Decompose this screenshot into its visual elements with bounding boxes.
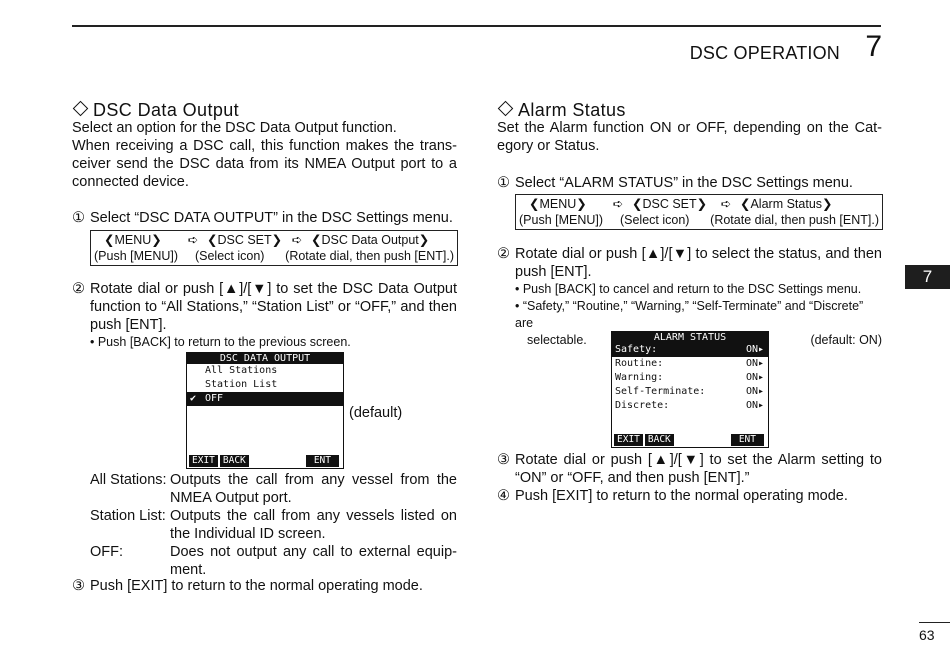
left-column xyxy=(72,101,457,191)
lcd-item-off[interactable] xyxy=(187,392,343,406)
lcd-item-station-list[interactable]: Station List xyxy=(205,379,278,390)
definition-term: OFF: xyxy=(90,544,124,560)
definition-term: Station List: xyxy=(90,508,166,524)
header-rule xyxy=(72,25,881,27)
lcd-item-all-stations[interactable]: All Stations xyxy=(205,365,278,376)
path-push-menu: (Push [MENU]) xyxy=(94,249,179,263)
lcd-row-routine[interactable]: Routine: ON▸ xyxy=(615,358,764,369)
left-step-3 xyxy=(72,577,457,595)
step-number: ③ xyxy=(72,578,85,594)
check-icon: ✔ xyxy=(190,393,197,404)
step-text: Select “ALARM STATUS” in the DSC Settings menu. xyxy=(515,175,853,191)
definitions-list xyxy=(90,471,457,579)
left-step-1 xyxy=(72,209,457,227)
diamond-icon xyxy=(498,101,514,117)
intro-text: Select an option for the DSC Data Output function. xyxy=(72,120,397,136)
step-note: • Push [BACK] to cancel and return to the DSC Settings menu. xyxy=(515,282,862,296)
path-rotate: (Rotate dial, then push [ENT].) xyxy=(285,249,454,263)
menu-path-box xyxy=(515,194,883,230)
step-number: ② xyxy=(497,246,510,262)
step-number: ④ xyxy=(497,488,510,504)
step-note: • “Safety,” “Routine,” “Warning,” “Self-Terminate” and “Discrete” are xyxy=(515,299,864,330)
path-menu: ❮MENU❯ xyxy=(104,233,162,247)
definition-text: Does not output any call to external equip-ment. xyxy=(170,544,457,578)
section-heading-alarm-status: Alarm Status xyxy=(497,101,882,119)
page-number: 63 xyxy=(919,627,935,643)
path-dsc-set: ❮DSC SET❯ xyxy=(207,233,283,247)
right-step-3 xyxy=(497,451,882,505)
default-value: (default: ON) xyxy=(810,333,882,347)
section-heading-dsc-data-output: DSC Data Output xyxy=(72,101,457,119)
left-step-2 xyxy=(72,280,457,351)
lcd-alarm-status xyxy=(611,331,769,448)
path-dsc-set: ❮DSC SET❯ xyxy=(632,197,708,211)
definition-row xyxy=(90,471,457,507)
intro-text: Set the Alarm function ON or OFF, depending on the Cat-egory or Status. xyxy=(497,120,882,154)
definition-term: All Stations: xyxy=(90,472,167,488)
path-arrow-icon: ➪ xyxy=(187,233,199,247)
softkey-ent[interactable]: ENT xyxy=(731,434,764,446)
softkey-exit[interactable]: EXIT xyxy=(614,434,643,446)
step-text: Push [EXIT] to return to the normal operating mode. xyxy=(90,578,423,594)
lcd-row-self-terminate[interactable]: Self-Terminate: ON▸ xyxy=(615,386,764,397)
path-arrow-icon: ➪ xyxy=(612,197,624,211)
path-arrow-icon: ➪ xyxy=(720,197,732,211)
step-text: Push [EXIT] to return to the normal operating mode. xyxy=(515,488,848,504)
softkey-back[interactable]: BACK xyxy=(645,434,674,446)
chapter-side-tab: 7 xyxy=(905,265,950,289)
chapter-number: 7 xyxy=(865,30,882,63)
definition-row xyxy=(90,543,457,579)
step-number: ③ xyxy=(497,452,510,468)
path-target: ❮Alarm Status❯ xyxy=(740,197,833,211)
step-text: Select “DSC DATA OUTPUT” in the DSC Settings menu. xyxy=(90,210,453,226)
softkey-exit[interactable]: EXIT xyxy=(189,455,218,467)
right-column xyxy=(497,101,882,155)
page-number-rule xyxy=(919,622,950,623)
lcd-row-warning[interactable]: Warning: ON▸ xyxy=(615,372,764,383)
lcd-row-safety[interactable]: Safety: ON▸ xyxy=(612,343,768,357)
path-push-menu: (Push [MENU]) xyxy=(519,213,604,227)
path-rotate: (Rotate dial, then push [ENT].) xyxy=(710,213,879,227)
lcd-item-label: OFF xyxy=(205,393,224,404)
path-select-icon: (Select icon) xyxy=(619,213,690,227)
menu-path-box xyxy=(90,230,458,266)
intro-text-2: When receiving a DSC call, this function makes the trans-ceiver send the DSC data from its NMEA Output port to a connected device. xyxy=(72,138,457,190)
path-select-icon: (Select icon) xyxy=(194,249,265,263)
step-note: • Push [BACK] to return to the previous screen. xyxy=(90,335,351,349)
chapter-title: DSC OPERATION xyxy=(689,43,840,63)
step-note: selectable. (default: ON) xyxy=(527,333,882,347)
right-step-1 xyxy=(497,174,882,192)
step-number: ① xyxy=(72,210,85,226)
path-menu: ❮MENU❯ xyxy=(529,197,587,211)
softkey-back[interactable]: BACK xyxy=(220,455,249,467)
diamond-icon xyxy=(73,101,89,117)
definition-row xyxy=(90,507,457,543)
lcd-title: ALARM STATUS xyxy=(612,332,768,343)
step-number: ② xyxy=(72,281,85,297)
path-target: ❮DSC Data Output❯ xyxy=(311,233,430,247)
default-label: (default) xyxy=(349,405,403,421)
step-number: ① xyxy=(497,175,510,191)
lcd-dsc-data-output xyxy=(186,352,344,469)
lcd-title: DSC DATA OUTPUT xyxy=(187,353,343,364)
lcd-row-discrete[interactable]: Discrete: ON▸ xyxy=(615,400,764,411)
step-text: Rotate dial or push [▲]/[▼] to set the Alarm setting to “ON” or “OFF, and then push [ENT].” xyxy=(515,452,882,486)
step-text: Rotate dial or push [▲]/[▼] to select the status, and then push [ENT]. xyxy=(515,246,882,280)
step-text: Rotate dial or push [▲]/[▼] to set the DSC Data Output function to “All Stations,” “Station List” or “OFF,” and then push [ENT]. xyxy=(90,281,457,333)
definition-text: Outputs the call from any vessel from the NMEA Output port. xyxy=(170,472,457,506)
definition-text: Outputs the call from any vessels listed on the Individual ID screen. xyxy=(170,508,457,542)
path-arrow-icon: ➪ xyxy=(291,233,303,247)
softkey-ent[interactable]: ENT xyxy=(306,455,339,467)
